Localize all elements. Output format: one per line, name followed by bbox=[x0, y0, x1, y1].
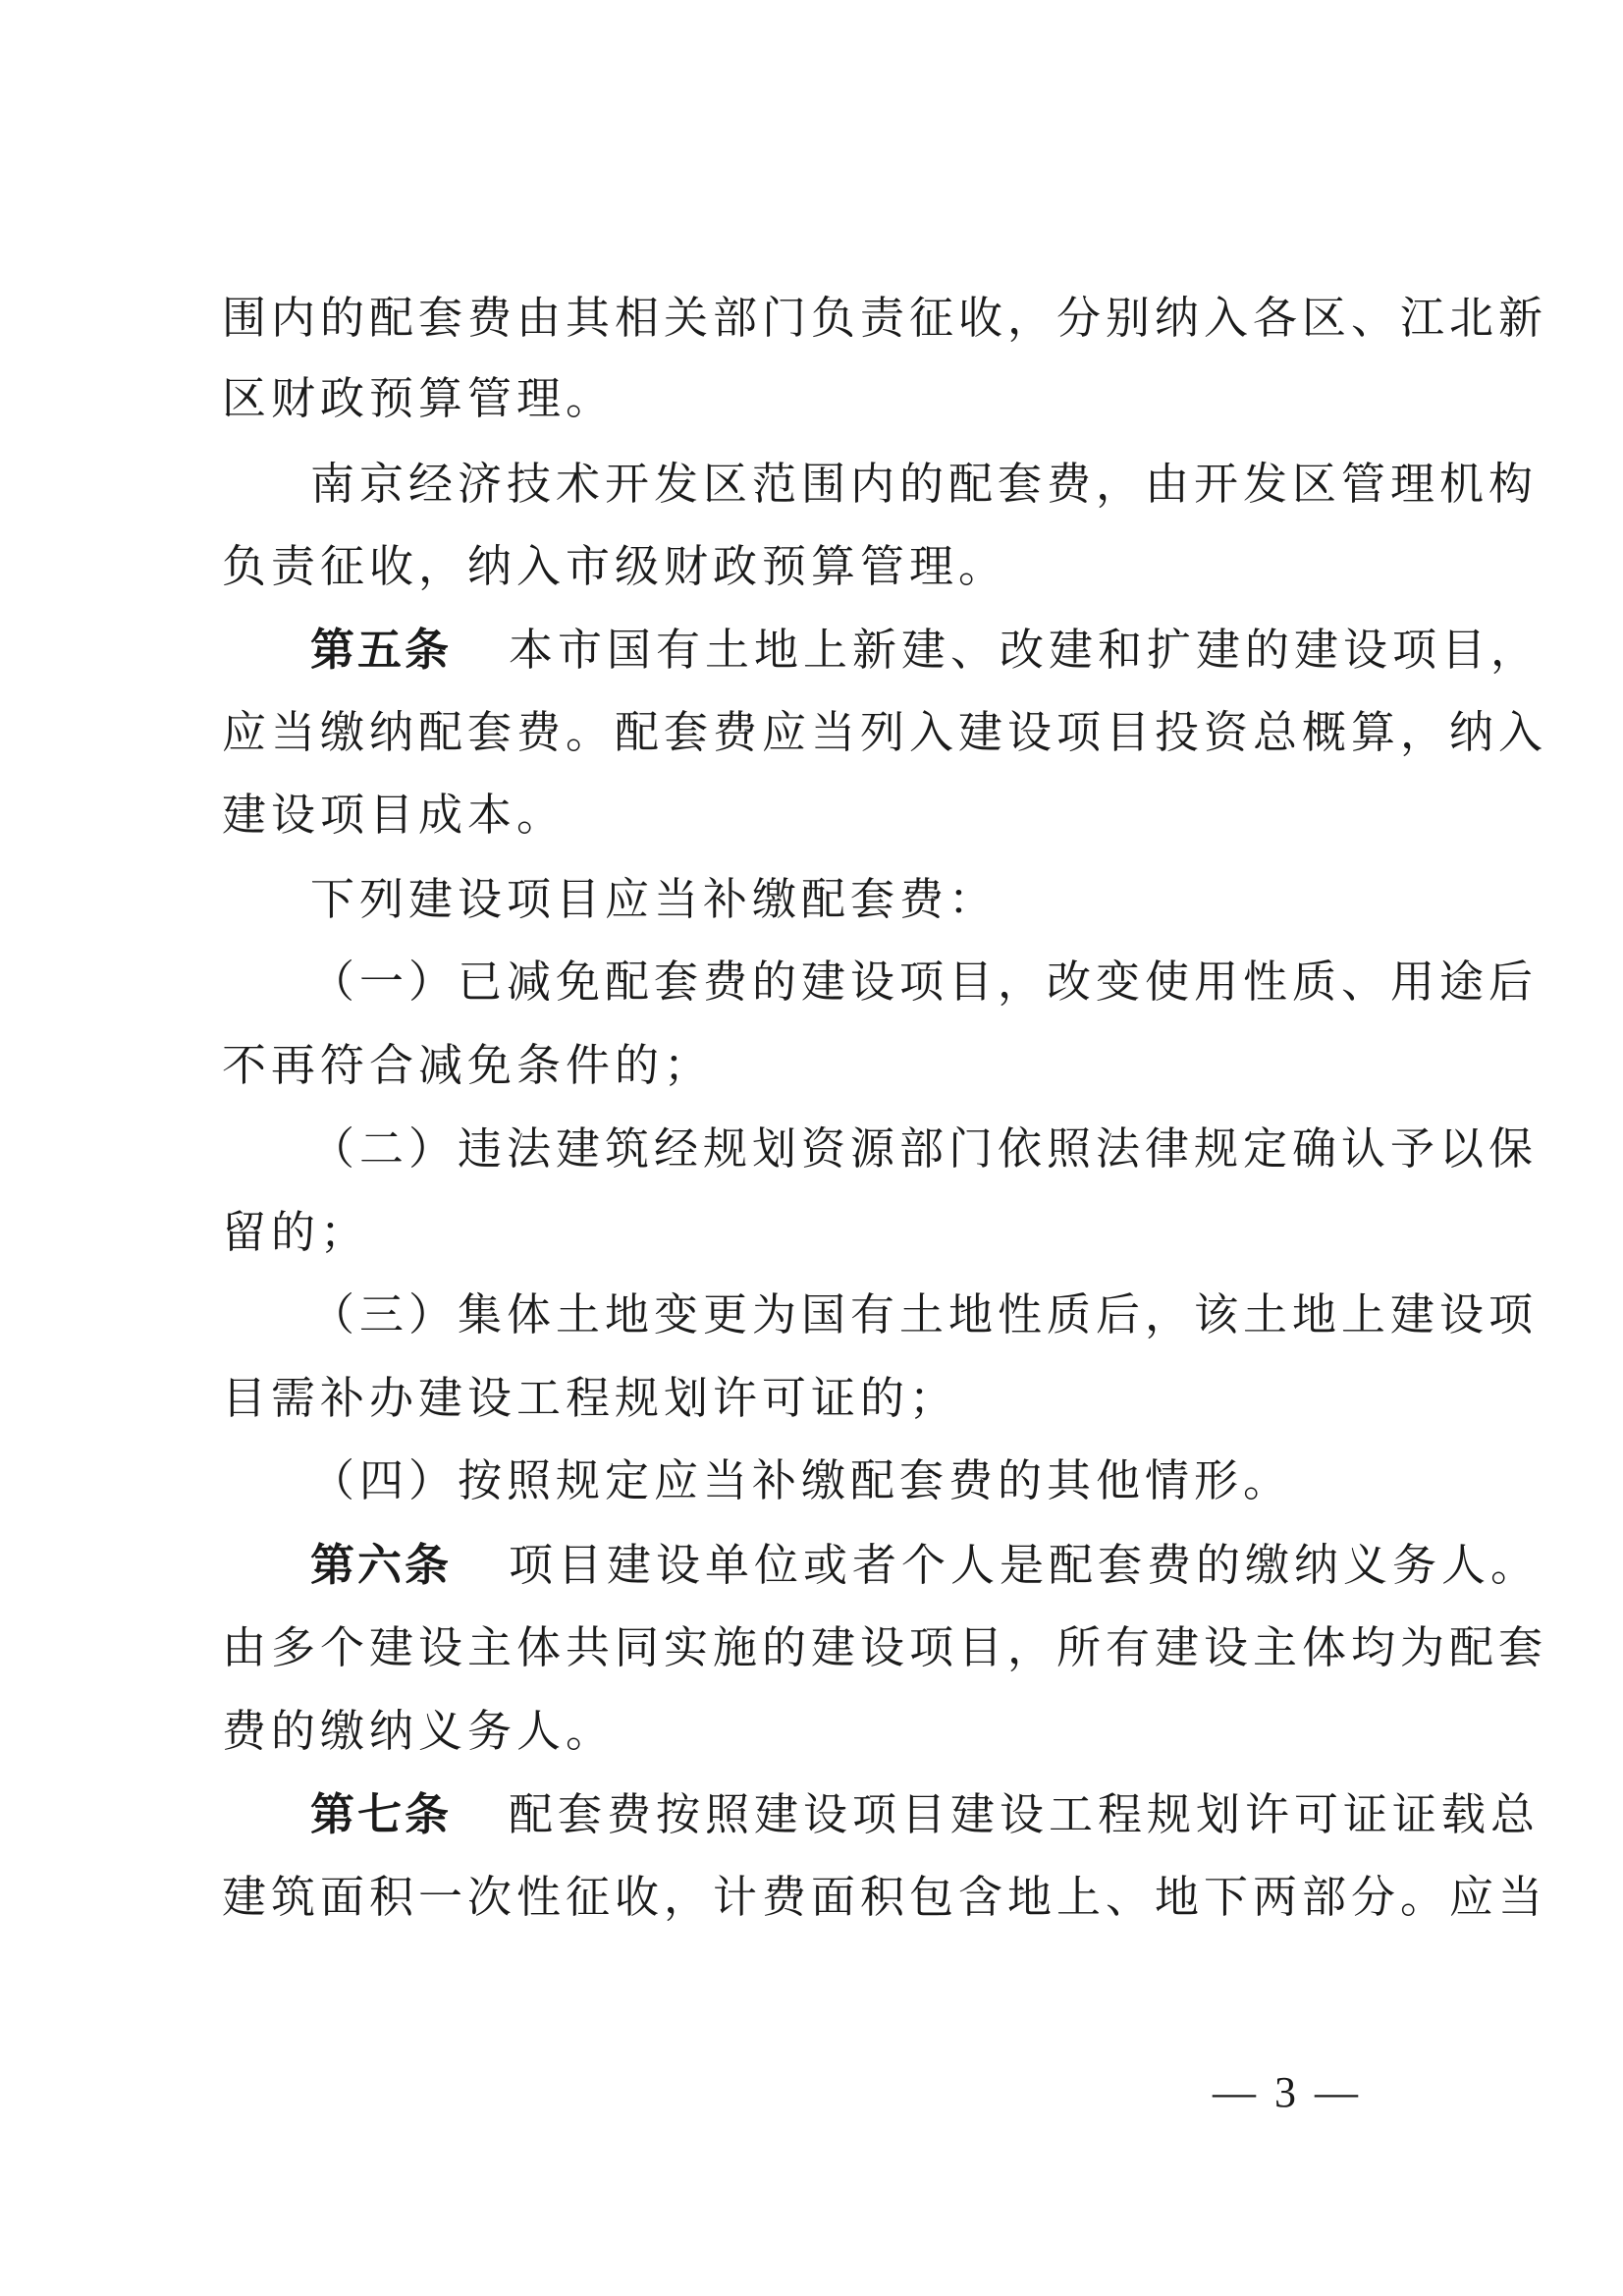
article-heading: 第六条 bbox=[310, 1539, 453, 1591]
paragraph-line: 负责征收，纳入市级财政预算管理。 bbox=[222, 540, 1008, 592]
paragraph-line: 由多个建设主体共同实施的建设项目，所有建设主体均为配套 bbox=[222, 1621, 1548, 1673]
article-heading: 第五条 bbox=[310, 624, 453, 676]
article-text: 本市国有土地上新建、改建和扩建的建设项目， bbox=[509, 624, 1541, 676]
paragraph-line: 应当缴纳配套费。配套费应当列入建设项目投资总概算，纳入 bbox=[222, 706, 1548, 758]
paragraph-line: 南京经济技术开发区范围内的配套费，由开发区管理机构 bbox=[310, 458, 1539, 510]
article-text: 配套费按照建设项目建设工程规划许可证证载总 bbox=[509, 1788, 1541, 1840]
article-line bbox=[310, 1536, 1541, 1595]
paragraph-line: 围内的配套费由其相关部门负责征收，分别纳入各区、江北新 bbox=[222, 292, 1548, 344]
paragraph-line: 不再符合减免条件的； bbox=[222, 1039, 714, 1091]
paragraph-line: （四）按照规定应当补缴配套费的其他情形。 bbox=[310, 1454, 1293, 1506]
paragraph-line: 建筑面积一次性征收，计费面积包含地上、地下两部分。应当 bbox=[222, 1871, 1548, 1923]
article-line bbox=[310, 621, 1541, 680]
paragraph-line: 留的； bbox=[222, 1206, 370, 1258]
page-number: — 3 — bbox=[1213, 2068, 1362, 2116]
paragraph-line: 建设项目成本。 bbox=[222, 789, 567, 841]
paragraph-line: （二）违法建筑经规划资源部门依照法律规定确认予以保 bbox=[310, 1122, 1539, 1175]
paragraph-line: （一）已减免配套费的建设项目，改变使用性质、用途后 bbox=[310, 956, 1539, 1008]
paragraph-line: 区财政预算管理。 bbox=[222, 372, 616, 424]
article-text: 项目建设单位或者个人是配套费的缴纳义务人。 bbox=[509, 1539, 1541, 1591]
article-heading: 第七条 bbox=[310, 1788, 453, 1840]
paragraph-line: 下列建设项目应当补缴配套费： bbox=[310, 873, 999, 925]
paragraph-line: 费的缴纳义务人。 bbox=[222, 1705, 616, 1757]
article-line bbox=[310, 1785, 1541, 1844]
paragraph-line: 目需补办建设工程规划许可证的； bbox=[222, 1372, 959, 1424]
paragraph-line: （三）集体土地变更为国有土地性质后，该土地上建设项 bbox=[310, 1288, 1539, 1340]
